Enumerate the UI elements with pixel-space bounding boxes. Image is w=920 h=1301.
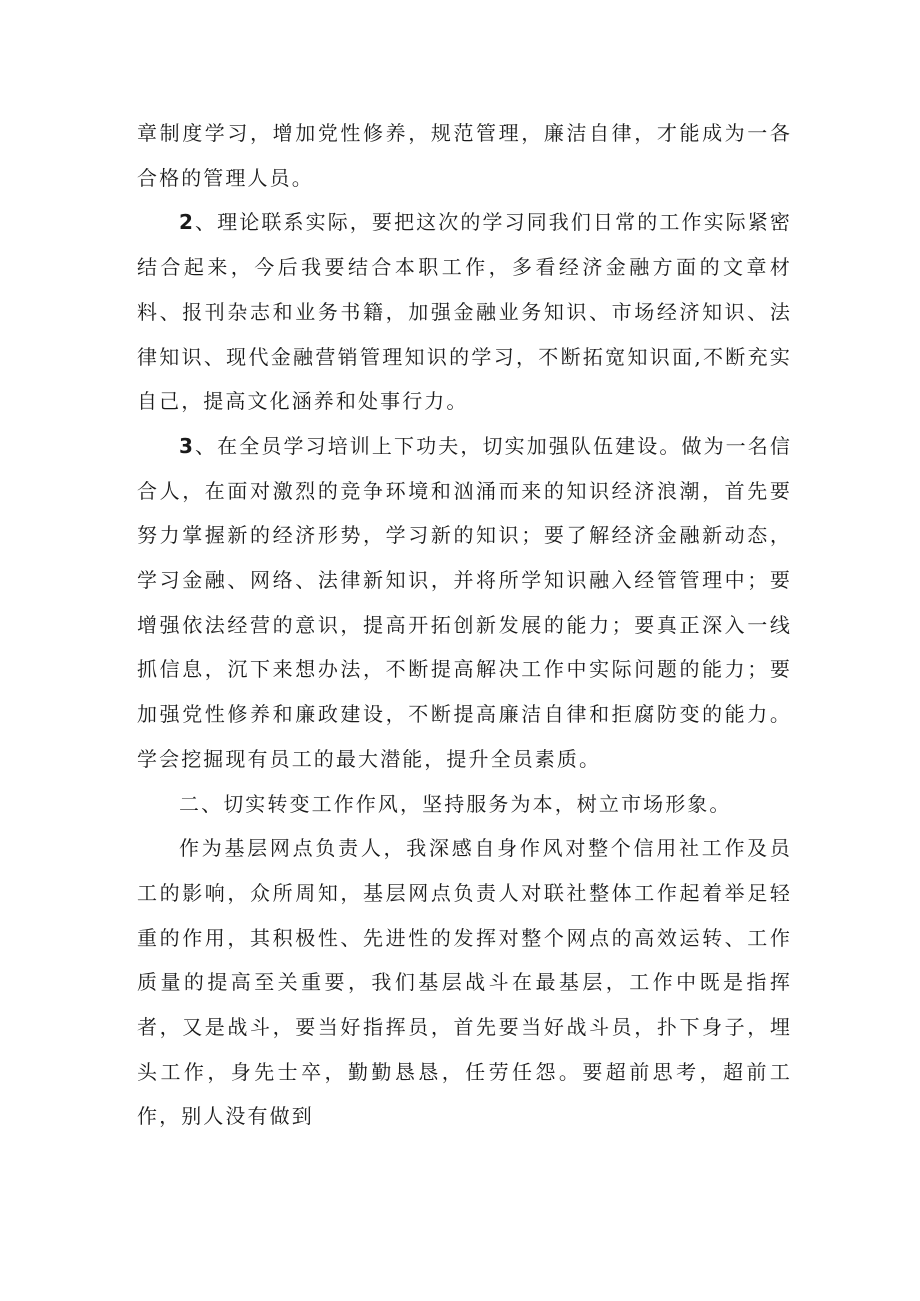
paragraph-text: 、理论联系实际，要把这次的学习同我们日常的工作实际紧密结合起来，今后我要结合本职工作，多看经济金融方面的文章材料、报刊杂志和业务书籍，加强金融业务知识、市场经济知识、法律知识、现代金融营销管理知识的学习，不断拓宽知识面,不断充实自己，提高文化涵养和处事行力。 <box>137 210 792 414</box>
section-heading-text: 二、切实转变工作作风，坚持服务为本，树立市场形象。 <box>179 791 732 816</box>
list-number: 2 <box>179 210 196 235</box>
paragraph-item-2 <box>137 200 792 424</box>
paragraph-continuation <box>137 111 792 200</box>
list-number: 3 <box>179 433 196 458</box>
paragraph-body <box>137 826 792 1139</box>
document-body <box>137 111 792 1139</box>
paragraph-text: 作为基层网点负责人，我深感自身作风对整个信用社工作及员工的影响，众所周知，基层网点负责人对联社整体工作起着举足轻重的作用，其积极性、先进性的发挥对整个网点的高效运转、工作质量的提高至关重要，我们基层战斗在最基层，工作中既是指挥者，又是战斗，要当好指挥员，首先要当好战斗员，扑下身子，埋头工作，身先士卒，勤勤恳恳，任劳任怨。要超前思考，超前工作，别人没有做到 <box>137 836 792 1129</box>
paragraph-item-3 <box>137 424 792 782</box>
section-heading <box>137 782 792 827</box>
paragraph-text: 、在全员学习培训上下功夫，切实加强队伍建设。做为一名信合人，在面对激烈的竞争环境和汹涌而来的知识经济浪潮，首先要努力掌握新的经济形势，学习新的知识；要了解经济金融新动态，学习金融、网络、法律新知识，并将所学知识融入经管管理中；要增强依法经营的意识，提高开拓创新发展的能力；要真正深入一线抓信息，沉下来想办法，不断提高解决工作中实际问题的能力；要加强党性修养和廉政建设，不断提高廉洁自律和拒腐防变的能力。学会挖掘现有员工的最大潜能，提升全员素质。 <box>137 433 792 771</box>
paragraph-text: 章制度学习，增加党性修养，规范管理，廉洁自律，才能成为一各合格的管理人员。 <box>137 121 792 190</box>
